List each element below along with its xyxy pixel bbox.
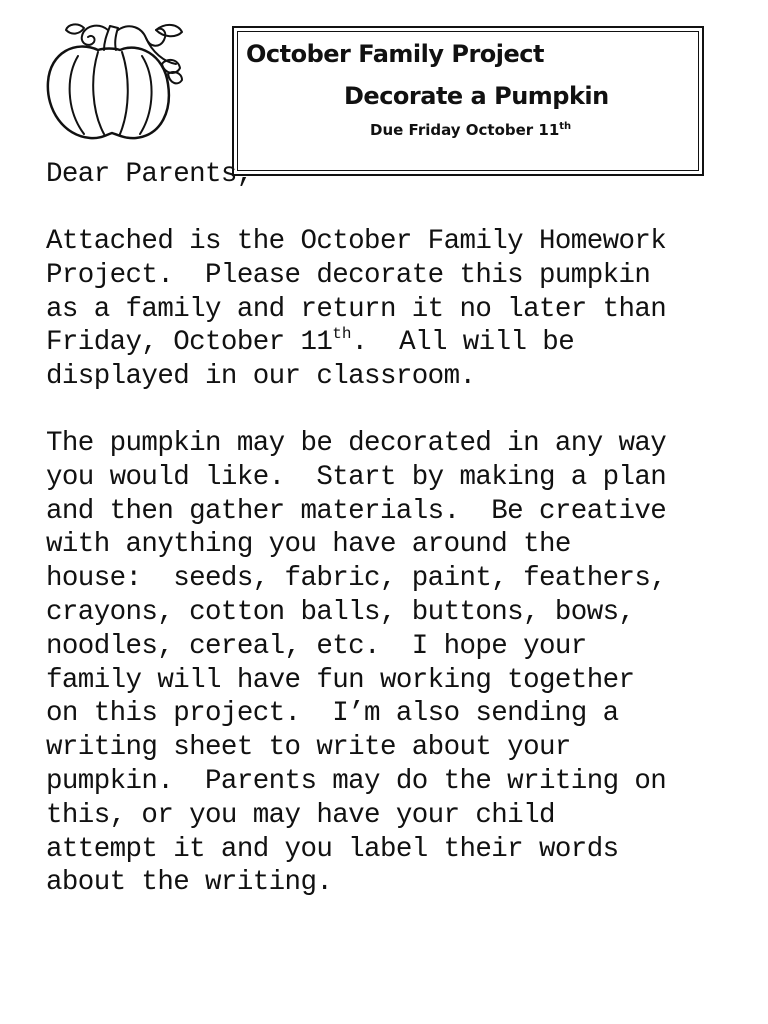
due-date-text: Due Friday October 11 <box>370 121 560 139</box>
project-subtitle: Decorate a Pumpkin <box>344 82 609 110</box>
letter-paragraph-2 <box>46 427 746 900</box>
paragraph-line: Attached is the October Family Homework <box>46 226 667 257</box>
project-heading: October Family Project <box>246 40 544 68</box>
paragraph-line: writing sheet to write about your <box>46 732 571 764</box>
paragraph-line: attempt it and you label their words <box>46 833 619 865</box>
paragraph-line: about the writing. <box>46 867 333 899</box>
paragraph-line: this, or you may have your child <box>46 799 555 831</box>
paragraph-line: The pumpkin may be decorated in any way <box>46 428 667 459</box>
paragraph-line: pumpkin. Parents may do the writing on <box>46 765 667 797</box>
paragraph-line: crayons, cotton balls, buttons, bows, <box>46 596 635 628</box>
project-title-box <box>232 26 704 176</box>
letter-paragraph-1 <box>46 225 746 394</box>
paragraph-line: and then gather materials. Be creative <box>46 495 667 527</box>
paragraph-line: family will have fun working together <box>46 664 635 696</box>
line-text: Friday, October 11 <box>46 327 333 359</box>
date-suffix: th <box>332 325 352 344</box>
paragraph-line: displayed in our classroom. <box>46 361 476 393</box>
due-date <box>370 121 571 139</box>
paragraph-line: as a family and return it no later than <box>46 293 667 325</box>
paragraph-line: Project. Please decorate this pumpkin <box>46 259 651 291</box>
paragraph-line: noodles, cereal, etc. I hope your <box>46 630 587 662</box>
line-text: . All will be <box>351 327 575 359</box>
due-date-suffix: th <box>559 121 572 132</box>
paragraph-line <box>46 326 746 360</box>
paragraph-line: you would like. Start by making a plan <box>46 461 667 493</box>
letter-greeting: Dear Parents, <box>46 159 253 190</box>
pumpkin-icon <box>38 18 188 148</box>
paragraph-line: with anything you have around the <box>46 529 571 561</box>
paragraph-line: on this project. I’m also sending a <box>46 698 619 730</box>
paragraph-line: house: seeds, fabric, paint, feathers, <box>46 563 667 595</box>
